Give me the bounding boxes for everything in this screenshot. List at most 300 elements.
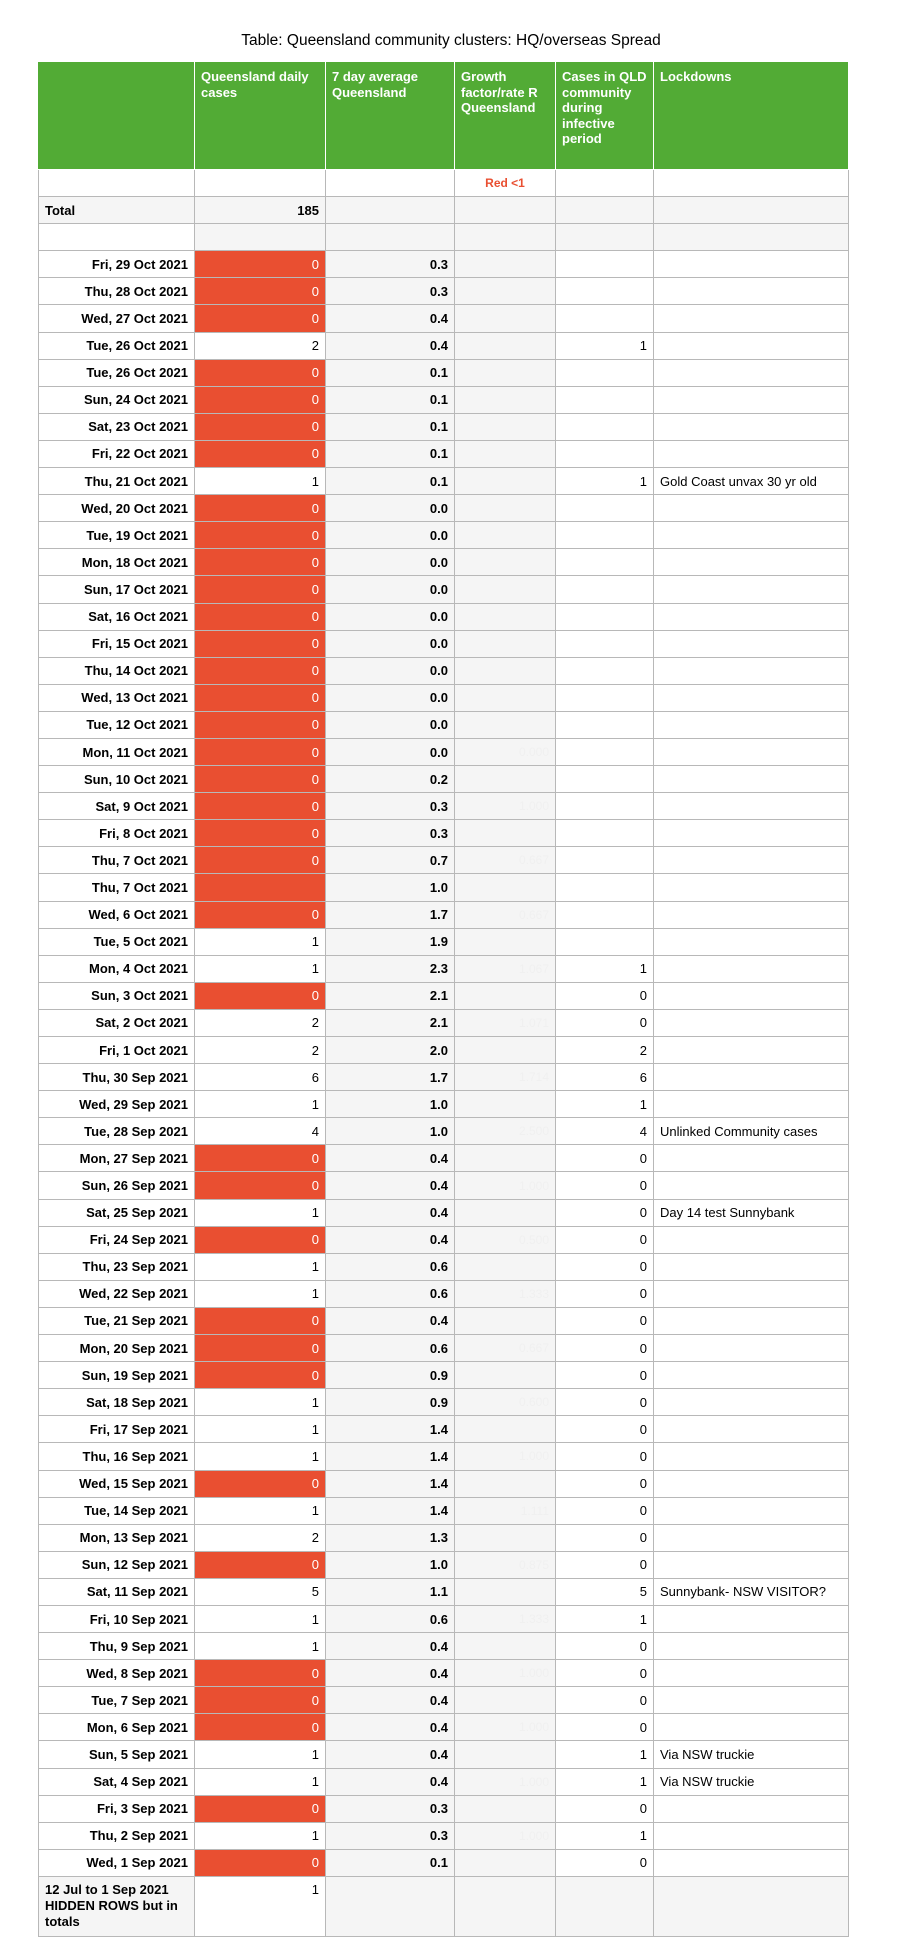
daily-cases-cell: 0: [195, 278, 326, 305]
daily-cases-cell: 0: [195, 386, 326, 413]
growth-cell: [455, 874, 556, 901]
daily-cases-cell: 0: [195, 440, 326, 467]
daily-cases-cell: 0: [195, 630, 326, 657]
average-cell: 0.3: [326, 1795, 455, 1822]
average-cell: 0.0: [326, 603, 455, 630]
date-cell: Sun, 26 Sep 2021: [39, 1172, 195, 1199]
cell: [455, 1876, 556, 1936]
table-row: [39, 1416, 849, 1443]
lockdown-cell: [654, 522, 849, 549]
community-cases-cell: [556, 738, 654, 765]
table-row: [39, 603, 849, 630]
lockdown-cell: [654, 820, 849, 847]
average-cell: 1.4: [326, 1416, 455, 1443]
growth-cell: [455, 603, 556, 630]
daily-cases-cell: 1: [195, 1199, 326, 1226]
header-lockdowns: Lockdowns: [654, 62, 849, 170]
daily-cases-cell: 0: [195, 305, 326, 332]
average-cell: 0.4: [326, 1687, 455, 1714]
lockdown-cell: [654, 1470, 849, 1497]
average-cell: 0.1: [326, 468, 455, 495]
date-cell: Thu, 21 Oct 2021: [39, 468, 195, 495]
lockdown-cell: [654, 630, 849, 657]
daily-cases-cell: 1: [195, 1741, 326, 1768]
average-cell: 0.3: [326, 1822, 455, 1849]
growth-cell: 1.067: [455, 955, 556, 982]
table-row: [39, 1172, 849, 1199]
daily-cases-cell: 1: [195, 928, 326, 955]
daily-cases-cell: 0: [195, 793, 326, 820]
date-cell: Thu, 14 Oct 2021: [39, 657, 195, 684]
community-cases-cell: [556, 603, 654, 630]
header-community-cases: Cases in QLD community during infective period: [556, 62, 654, 170]
growth-cell: [455, 630, 556, 657]
cell: [556, 170, 654, 197]
table-row: [39, 1660, 849, 1687]
table-row: [39, 657, 849, 684]
daily-cases-cell: 0: [195, 1551, 326, 1578]
daily-cases-cell: 0: [195, 1172, 326, 1199]
lockdown-cell: [654, 766, 849, 793]
lockdown-cell: [654, 657, 849, 684]
table-row: [39, 820, 849, 847]
community-cases-cell: 1: [556, 1741, 654, 1768]
daily-cases-cell: 0: [195, 1145, 326, 1172]
average-cell: 0.1: [326, 359, 455, 386]
average-cell: 0.0: [326, 630, 455, 657]
daily-cases-cell: 1: [195, 1280, 326, 1307]
lockdown-cell: Via NSW truckie: [654, 1741, 849, 1768]
community-cases-cell: 0: [556, 1416, 654, 1443]
average-cell: 0.4: [326, 1172, 455, 1199]
table-row: [39, 711, 849, 738]
date-cell: Wed, 6 Oct 2021: [39, 901, 195, 928]
cell: [195, 224, 326, 251]
community-cases-cell: 0: [556, 1714, 654, 1741]
community-cases-cell: [556, 630, 654, 657]
average-cell: 0.4: [326, 1145, 455, 1172]
growth-cell: 1.000: [455, 793, 556, 820]
average-cell: 0.6: [326, 1605, 455, 1632]
growth-cell: [455, 1578, 556, 1605]
total-row: [39, 197, 849, 224]
header-daily-cases: Queensland daily cases: [195, 62, 326, 170]
table-row: [39, 1795, 849, 1822]
table-row: [39, 1226, 849, 1253]
lockdown-cell: [654, 278, 849, 305]
lockdown-cell: [654, 1687, 849, 1714]
daily-cases-cell: 0: [195, 1714, 326, 1741]
lockdown-cell: [654, 1660, 849, 1687]
table-row: [39, 766, 849, 793]
growth-cell: [455, 576, 556, 603]
average-cell: 0.3: [326, 278, 455, 305]
community-cases-cell: 0: [556, 1849, 654, 1876]
date-cell: Fri, 17 Sep 2021: [39, 1416, 195, 1443]
average-cell: 0.1: [326, 386, 455, 413]
community-cases-cell: [556, 684, 654, 711]
community-cases-cell: 1: [556, 1822, 654, 1849]
table-row: [39, 955, 849, 982]
average-cell: 0.1: [326, 413, 455, 440]
daily-cases-cell: 0: [195, 1687, 326, 1714]
growth-cell: [455, 982, 556, 1009]
growth-cell: [455, 359, 556, 386]
table-row: [39, 1497, 849, 1524]
growth-cell: [455, 1307, 556, 1334]
daily-cases-cell: 0: [195, 982, 326, 1009]
lockdown-cell: [654, 1091, 849, 1118]
date-cell: Sun, 24 Oct 2021: [39, 386, 195, 413]
date-cell: Tue, 12 Oct 2021: [39, 711, 195, 738]
average-cell: 0.4: [326, 1660, 455, 1687]
table-row: [39, 1470, 849, 1497]
community-cases-cell: 2: [556, 1037, 654, 1064]
daily-cases-cell: 0: [195, 413, 326, 440]
growth-cell: [455, 928, 556, 955]
daily-cases-cell: 0: [195, 603, 326, 630]
daily-cases-cell: 1: [195, 468, 326, 495]
date-cell: Sun, 5 Sep 2021: [39, 1741, 195, 1768]
lockdown-cell: [654, 928, 849, 955]
date-cell: Mon, 13 Sep 2021: [39, 1524, 195, 1551]
date-cell: Sun, 10 Oct 2021: [39, 766, 195, 793]
blank-row: [39, 224, 849, 251]
date-cell: Fri, 8 Oct 2021: [39, 820, 195, 847]
average-cell: 1.9: [326, 928, 455, 955]
growth-cell: [455, 684, 556, 711]
lockdown-cell: [654, 874, 849, 901]
table-row: [39, 278, 849, 305]
community-cases-cell: 0: [556, 1443, 654, 1470]
growth-cell: 2.500: [455, 1118, 556, 1145]
lockdown-cell: [654, 1524, 849, 1551]
date-cell: Fri, 1 Oct 2021: [39, 1037, 195, 1064]
cell: [39, 224, 195, 251]
date-cell: Fri, 3 Sep 2021: [39, 1795, 195, 1822]
growth-cell: [455, 278, 556, 305]
date-cell: Mon, 11 Oct 2021: [39, 738, 195, 765]
cell: [654, 170, 849, 197]
header-7-day-average: 7 day average Queensland: [326, 62, 455, 170]
growth-cell: 1.000: [455, 1660, 556, 1687]
community-cases-cell: [556, 901, 654, 928]
cell: [556, 1876, 654, 1936]
table-row: [39, 386, 849, 413]
community-cases-cell: [556, 928, 654, 955]
average-cell: 0.0: [326, 576, 455, 603]
growth-cell: 1.333: [455, 1605, 556, 1632]
cell: [654, 197, 849, 224]
table-row: [39, 1280, 849, 1307]
table-row: [39, 305, 849, 332]
daily-cases-cell: 0: [195, 576, 326, 603]
date-cell: Fri, 22 Oct 2021: [39, 440, 195, 467]
date-cell: Sun, 19 Sep 2021: [39, 1362, 195, 1389]
community-cases-cell: 0: [556, 1199, 654, 1226]
average-cell: 0.0: [326, 657, 455, 684]
average-cell: 2.3: [326, 955, 455, 982]
average-cell: 0.1: [326, 440, 455, 467]
community-cases-cell: 0: [556, 1307, 654, 1334]
date-cell: Wed, 20 Oct 2021: [39, 495, 195, 522]
average-cell: 0.0: [326, 711, 455, 738]
lockdown-cell: [654, 305, 849, 332]
growth-cell: [455, 1633, 556, 1660]
daily-cases-cell: 0: [195, 251, 326, 278]
lockdown-cell: [654, 1416, 849, 1443]
table-row: [39, 1307, 849, 1334]
daily-cases-cell: 6: [195, 1064, 326, 1091]
daily-cases-cell: 1: [195, 1497, 326, 1524]
table-row: [39, 1768, 849, 1795]
table-row: [39, 874, 849, 901]
community-cases-cell: [556, 820, 654, 847]
community-cases-cell: 0: [556, 1470, 654, 1497]
date-cell: Wed, 29 Sep 2021: [39, 1091, 195, 1118]
community-cases-cell: [556, 711, 654, 738]
date-cell: Thu, 16 Sep 2021: [39, 1443, 195, 1470]
average-cell: 0.6: [326, 1335, 455, 1362]
daily-cases-cell: [195, 874, 326, 901]
average-cell: 1.0: [326, 874, 455, 901]
table-row: [39, 1389, 849, 1416]
date-cell: Tue, 26 Oct 2021: [39, 359, 195, 386]
growth-cell: [455, 1795, 556, 1822]
lockdown-cell: [654, 386, 849, 413]
growth-cell: 0.600: [455, 1389, 556, 1416]
date-cell: Wed, 22 Sep 2021: [39, 1280, 195, 1307]
date-cell: Sat, 18 Sep 2021: [39, 1389, 195, 1416]
lockdown-cell: [654, 440, 849, 467]
lockdown-cell: [654, 1822, 849, 1849]
daily-cases-cell: 0: [195, 1660, 326, 1687]
table-row: [39, 1822, 849, 1849]
table-row: [39, 1849, 849, 1876]
community-cases-cell: [556, 413, 654, 440]
date-cell: Tue, 21 Sep 2021: [39, 1307, 195, 1334]
community-cases-cell: 0: [556, 1172, 654, 1199]
daily-cases-cell: 0: [195, 549, 326, 576]
table-row: [39, 1578, 849, 1605]
growth-cell: 1.111: [455, 1497, 556, 1524]
daily-cases-cell: 2: [195, 1524, 326, 1551]
growth-legend: Red <1: [455, 170, 556, 197]
community-cases-cell: 1: [556, 332, 654, 359]
cell: [326, 197, 455, 224]
date-cell: Thu, 2 Sep 2021: [39, 1822, 195, 1849]
lockdown-cell: [654, 711, 849, 738]
daily-cases-cell: 0: [195, 820, 326, 847]
table-title: Table: Queensland community clusters: HQ/overseas Spread: [241, 32, 661, 49]
daily-cases-cell: 0: [195, 1470, 326, 1497]
table-row: [39, 1687, 849, 1714]
average-cell: 0.4: [326, 1768, 455, 1795]
average-cell: 2.1: [326, 982, 455, 1009]
total-label: Total: [39, 197, 195, 224]
average-cell: 0.0: [326, 684, 455, 711]
growth-cell: 1.000: [455, 1172, 556, 1199]
daily-cases-cell: 1: [195, 1822, 326, 1849]
daily-cases-cell: 1: [195, 1443, 326, 1470]
date-cell: Fri, 24 Sep 2021: [39, 1226, 195, 1253]
growth-cell: [455, 657, 556, 684]
community-cases-cell: [556, 359, 654, 386]
growth-cell: [455, 1199, 556, 1226]
cell: [556, 197, 654, 224]
table-row: [39, 1009, 849, 1036]
growth-cell: [455, 1470, 556, 1497]
daily-cases-cell: 0: [195, 766, 326, 793]
daily-cases-cell: 0: [195, 1226, 326, 1253]
growth-cell: [455, 1741, 556, 1768]
community-cases-cell: [556, 576, 654, 603]
community-cases-cell: 5: [556, 1578, 654, 1605]
growth-cell: 1.000: [455, 1768, 556, 1795]
date-cell: Tue, 7 Sep 2021: [39, 1687, 195, 1714]
date-cell: Fri, 29 Oct 2021: [39, 251, 195, 278]
daily-cases-cell: 0: [195, 657, 326, 684]
lockdown-cell: [654, 1551, 849, 1578]
average-cell: 1.0: [326, 1118, 455, 1145]
average-cell: 1.4: [326, 1443, 455, 1470]
cell: [326, 224, 455, 251]
table-row: [39, 630, 849, 657]
date-cell: Sat, 16 Oct 2021: [39, 603, 195, 630]
average-cell: 0.4: [326, 1714, 455, 1741]
community-cases-cell: 0: [556, 1795, 654, 1822]
average-cell: 0.4: [326, 1633, 455, 1660]
community-cases-cell: [556, 251, 654, 278]
table-row: [39, 468, 849, 495]
date-cell: Tue, 26 Oct 2021: [39, 332, 195, 359]
community-cases-cell: 0: [556, 1497, 654, 1524]
daily-cases-cell: 0: [195, 847, 326, 874]
date-cell: Sat, 2 Oct 2021: [39, 1009, 195, 1036]
community-cases-cell: 1: [556, 1605, 654, 1632]
lockdown-cell: Day 14 test Sunnybank: [654, 1199, 849, 1226]
daily-cases-cell: 2: [195, 1037, 326, 1064]
growth-cell: [455, 766, 556, 793]
lockdown-cell: [654, 1389, 849, 1416]
clusters-table: [38, 61, 849, 1937]
daily-cases-cell: 2: [195, 1009, 326, 1036]
table-row: [39, 1633, 849, 1660]
lockdown-cell: [654, 955, 849, 982]
lockdown-cell: [654, 1307, 849, 1334]
daily-cases-cell: 0: [195, 359, 326, 386]
footer-label: 12 Jul to 1 Sep 2021 HIDDEN ROWS but in totals: [39, 1876, 195, 1936]
average-cell: 1.1: [326, 1578, 455, 1605]
growth-cell: [455, 332, 556, 359]
growth-cell: 1.000: [455, 1822, 556, 1849]
lockdown-cell: [654, 603, 849, 630]
date-cell: Thu, 30 Sep 2021: [39, 1064, 195, 1091]
community-cases-cell: 1: [556, 1091, 654, 1118]
average-cell: 0.4: [326, 332, 455, 359]
table-row: [39, 1443, 849, 1470]
lockdown-cell: [654, 1037, 849, 1064]
growth-cell: [455, 1362, 556, 1389]
date-cell: Fri, 10 Sep 2021: [39, 1605, 195, 1632]
growth-cell: 1.333: [455, 1280, 556, 1307]
lockdown-cell: [654, 1280, 849, 1307]
growth-cell: [455, 305, 556, 332]
daily-cases-cell: 1: [195, 1633, 326, 1660]
cell: [326, 1876, 455, 1936]
date-cell: Sat, 4 Sep 2021: [39, 1768, 195, 1795]
growth-cell: 0.667: [455, 901, 556, 928]
average-cell: 0.0: [326, 522, 455, 549]
lockdown-cell: [654, 847, 849, 874]
table-row: [39, 982, 849, 1009]
cell: [654, 1876, 849, 1936]
average-cell: 0.4: [326, 1307, 455, 1334]
date-cell: Fri, 15 Oct 2021: [39, 630, 195, 657]
average-cell: 0.6: [326, 1253, 455, 1280]
date-cell: Wed, 1 Sep 2021: [39, 1849, 195, 1876]
growth-cell: [455, 1253, 556, 1280]
average-cell: 0.3: [326, 820, 455, 847]
growth-cell: 0.875: [455, 1551, 556, 1578]
growth-cell: [455, 549, 556, 576]
community-cases-cell: [556, 657, 654, 684]
lockdown-cell: [654, 1226, 849, 1253]
community-cases-cell: 1: [556, 955, 654, 982]
table-row: [39, 1091, 849, 1118]
lockdown-cell: [654, 332, 849, 359]
legend-row: [39, 170, 849, 197]
table-row: [39, 522, 849, 549]
lockdown-cell: [654, 1849, 849, 1876]
date-cell: Mon, 18 Oct 2021: [39, 549, 195, 576]
cell: [654, 224, 849, 251]
lockdown-cell: [654, 793, 849, 820]
community-cases-cell: 0: [556, 1524, 654, 1551]
table-row: [39, 1551, 849, 1578]
average-cell: 1.7: [326, 1064, 455, 1091]
cell: [39, 170, 195, 197]
average-cell: 1.7: [326, 901, 455, 928]
average-cell: 0.4: [326, 1199, 455, 1226]
date-cell: Tue, 19 Oct 2021: [39, 522, 195, 549]
daily-cases-cell: 5: [195, 1578, 326, 1605]
average-cell: 0.6: [326, 1280, 455, 1307]
growth-cell: 0.500: [455, 1226, 556, 1253]
community-cases-cell: 0: [556, 1145, 654, 1172]
lockdown-cell: [654, 576, 849, 603]
community-cases-cell: 0: [556, 1226, 654, 1253]
date-cell: Tue, 28 Sep 2021: [39, 1118, 195, 1145]
growth-cell: [455, 468, 556, 495]
lockdown-cell: [654, 1633, 849, 1660]
table-row: [39, 1741, 849, 1768]
header-row: [39, 62, 849, 170]
community-cases-cell: 0: [556, 1009, 654, 1036]
average-cell: 1.4: [326, 1470, 455, 1497]
growth-cell: [455, 1145, 556, 1172]
table-row: [39, 1064, 849, 1091]
community-cases-cell: 0: [556, 1280, 654, 1307]
lockdown-cell: [654, 1362, 849, 1389]
growth-cell: [455, 386, 556, 413]
table-row: [39, 332, 849, 359]
community-cases-cell: 0: [556, 1362, 654, 1389]
growth-cell: 0.667: [455, 1335, 556, 1362]
community-cases-cell: [556, 278, 654, 305]
table-row: [39, 738, 849, 765]
lockdown-cell: [654, 1443, 849, 1470]
